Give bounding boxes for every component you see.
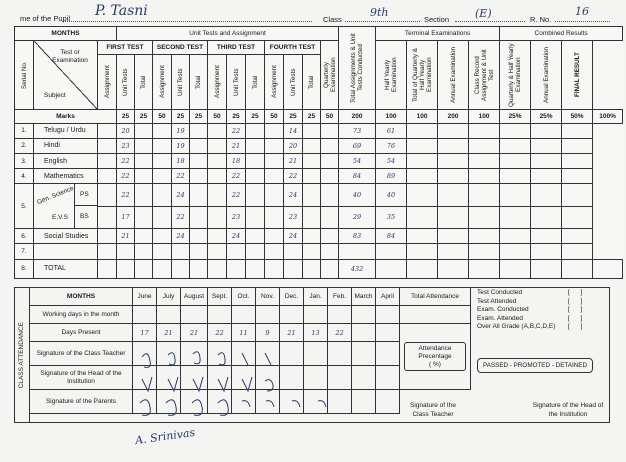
unit-tests-group-header: Unit Tests and Assignment: [117, 27, 339, 41]
ps-label: PS: [80, 191, 89, 199]
table-row: [15, 244, 623, 259]
unit-test-mark: 20: [284, 138, 303, 153]
subject-name: Mathematics: [34, 169, 98, 184]
present-value: 21: [181, 324, 208, 342]
qh-combined-header: Quarterly & Half Yearly Examination: [500, 41, 531, 110]
exam-attended-label: Exam. Attended: [477, 314, 523, 322]
unit-test-mark: 24: [172, 184, 190, 206]
annual-header: Annual Examination: [438, 41, 469, 110]
unit-test-mark: 24: [227, 229, 246, 244]
row-number: 4.: [15, 169, 34, 184]
test-subject-header: [34, 41, 98, 110]
present-value: 22: [208, 324, 232, 342]
unit-test-mark: 24: [284, 184, 303, 206]
subject-name: TOTAL: [34, 259, 98, 278]
max-mark: 25%: [531, 110, 562, 123]
row-number: 7.: [15, 244, 34, 259]
name-line: [62, 21, 312, 22]
month-nov: Nov.: [256, 288, 280, 306]
marks-label: Marks: [15, 110, 117, 123]
unit-test-mark: 22: [117, 153, 135, 168]
present-value: 21: [157, 324, 181, 342]
unit-tests-col: Unit Tests: [284, 55, 303, 110]
unit-test-mark: 18: [172, 153, 190, 168]
roll-label: R. No.: [530, 15, 552, 24]
unit-test-mark: 22: [172, 206, 190, 228]
unit-test-mark: 22: [227, 184, 246, 206]
terminal-group-header: Terminal Examinations: [376, 27, 500, 41]
unit-test-mark: 24: [172, 229, 190, 244]
unit-tests-col: Unit Tests: [227, 55, 246, 110]
quarterly-mark: 29: [339, 206, 376, 228]
present-value: 17: [133, 324, 157, 342]
row-number: 1.: [15, 123, 34, 138]
table-row: [15, 259, 623, 278]
month-dec: Dec.: [280, 288, 304, 306]
total-attendance-header: Total Attendance: [400, 288, 471, 306]
quarterly-mark: 69: [339, 138, 376, 153]
roll-value: 16: [575, 5, 589, 18]
subject-name: [34, 244, 98, 259]
month-july: July: [157, 288, 181, 306]
att-months-header: MONTHS: [30, 288, 133, 306]
max-mark: 50%: [562, 110, 593, 123]
unit-test-mark: 18: [227, 153, 246, 168]
quarterly-header: Quarterly Examination: [321, 41, 339, 110]
max-mark: 25: [246, 110, 265, 123]
attendance-percentage-box: [404, 342, 466, 371]
parent-signatures: [140, 400, 326, 416]
unit-test-mark: 21: [284, 153, 303, 168]
unit-test-mark: 21: [117, 229, 135, 244]
present-value: 21: [280, 324, 304, 342]
max-mark: 50: [208, 110, 227, 123]
quarterly-total: 432: [339, 259, 376, 278]
max-mark: 25: [284, 110, 303, 123]
present-value: 11: [232, 324, 256, 342]
month-april: April: [376, 288, 400, 306]
bs-label: BS: [80, 213, 89, 221]
max-mark: 200: [339, 110, 376, 123]
section-label: Section: [424, 15, 450, 24]
half-yearly-mark: 89: [376, 169, 407, 184]
months-header: MONTHS: [15, 27, 117, 41]
summary-brackets: [ ] [ ] [ ] [ ] [ ]: [568, 289, 583, 330]
unit-test-mark: 23: [117, 138, 135, 153]
days-present-row: [30, 324, 471, 342]
class-teacher-signature-label: Signature of the Class Teacher: [410, 402, 456, 418]
unit-test-mark: 22: [172, 169, 190, 184]
table-row: [15, 229, 623, 244]
parents-signature-label: Signature of the Parents: [30, 390, 133, 414]
max-mark: 25: [172, 110, 190, 123]
assignment-col: Assignment: [208, 55, 227, 110]
annual-combined-header: Annual Examination: [531, 41, 562, 110]
max-mark: 25: [303, 110, 321, 123]
subject-name: Hindi: [34, 138, 98, 153]
final-result-header: FINAL RESULT: [562, 41, 593, 110]
max-mark: 25: [117, 110, 135, 123]
month-jan: Jan.: [304, 288, 328, 306]
assignment-col: Assignment: [265, 55, 284, 110]
subject-name: Social Studies: [34, 229, 98, 244]
class-label: Class: [323, 15, 342, 24]
half-yearly-mark: 61: [376, 123, 407, 138]
unit-tests-col: Unit Tests: [172, 55, 190, 110]
working-days-row: [30, 306, 471, 324]
max-mark: 200: [438, 110, 469, 123]
half-yearly-mark: 76: [376, 138, 407, 153]
pupil-name-value: P. Tasni: [95, 3, 148, 19]
month-sept: Sept.: [208, 288, 232, 306]
row-number: 6.: [15, 229, 34, 244]
head-signatures: [142, 377, 273, 391]
present-value: 9: [256, 324, 280, 342]
fourth-test-header: FOURTH TEST: [265, 41, 321, 55]
teacher-signatures: [142, 352, 271, 368]
month-june: June: [133, 288, 157, 306]
subject-label: Subject: [44, 92, 66, 100]
month-august: August: [181, 288, 208, 306]
head-signature-label-bottom: Signature of the Head of the Institution: [532, 402, 604, 418]
unit-test-mark: 19: [172, 123, 190, 138]
total-col: Total: [303, 55, 321, 110]
class-value: 9th: [370, 6, 389, 19]
second-test-header: SECOND TEST: [153, 41, 208, 55]
first-test-header: FIRST TEST: [98, 41, 153, 55]
unit-test-mark: 22: [117, 169, 135, 184]
total-col: Total: [190, 55, 208, 110]
present-value: [376, 324, 400, 342]
present-value: 13: [304, 324, 328, 342]
marks-table: [14, 26, 623, 279]
section-line: [455, 21, 525, 22]
month-march: March: [352, 288, 376, 306]
table-row: [15, 169, 623, 184]
roll-line: [555, 21, 610, 22]
attendance-percentage-cell: [400, 324, 471, 390]
half-yearly-mark: 54: [376, 153, 407, 168]
teacher-signature-label: Signature of the Class Teacher: [30, 342, 133, 366]
quarterly-mark: 54: [339, 153, 376, 168]
parent-name-handwritten: A. Srinivas: [134, 425, 196, 448]
present-value: 22: [328, 324, 352, 342]
unit-test-mark: 20: [117, 123, 135, 138]
signature-scribbles: [130, 345, 370, 425]
evs-label: E.V.S: [52, 214, 69, 222]
unit-test-mark: 23: [284, 206, 303, 228]
overall-grade-label: Over All Grade (A,B,C,D,E): [477, 323, 556, 330]
table-row: [15, 138, 623, 153]
half-yearly-mark: 40: [376, 184, 407, 206]
pupil-name-label: me of the Pupil: [20, 14, 71, 23]
combined-group-header: Combined Results: [500, 27, 623, 41]
unit-test-mark: 19: [172, 138, 190, 153]
attendance-percentage-value: ( %): [429, 361, 441, 368]
row-number: 5.: [15, 184, 34, 229]
test-conducted-label: Test Conducted: [477, 289, 523, 296]
max-mark: 50: [321, 110, 339, 123]
subject-name: Telugu / Urdu: [34, 123, 98, 138]
assignment-col: Assignment: [153, 55, 172, 110]
max-mark: 50: [265, 110, 284, 123]
total-assign-header: Total Assignments & Unit Tests Conducted: [339, 27, 376, 110]
table-row: [15, 184, 623, 206]
class-record-header: Class Record Assignment & Unit Test: [469, 41, 500, 110]
total-col: Total: [135, 55, 153, 110]
days-present-label: Days Present: [30, 324, 133, 342]
month-oct: Oct.: [232, 288, 256, 306]
quarterly-mark: 84: [339, 169, 376, 184]
gen-science-cell: [34, 184, 98, 229]
max-mark: 25%: [500, 110, 531, 123]
test-attended-label: Test Attended: [477, 297, 517, 305]
exam-conducted-label: Exam. Conducted: [477, 306, 529, 313]
max-mark: 25: [135, 110, 153, 123]
unit-tests-col: Unit Tests: [117, 55, 135, 110]
result-status-badge: PASSED - PROMOTED - DETAINED: [477, 358, 593, 373]
max-mark: 100%: [593, 110, 623, 123]
working-days-label: Working days in the month: [30, 306, 133, 324]
unit-test-mark: 14: [284, 123, 303, 138]
attendance-percentage-label: Attendance Precentage: [418, 345, 452, 360]
attendance-side-label: CLASS ATTENDANCE: [14, 287, 30, 423]
row-number: 3.: [15, 153, 34, 168]
max-mark: 100: [469, 110, 500, 123]
half-yearly-header: Half Yearly Examination: [376, 41, 407, 110]
unit-test-mark: 22: [227, 169, 246, 184]
class-line: [345, 21, 420, 22]
present-value: [352, 324, 376, 342]
unit-test-mark: 21: [227, 138, 246, 153]
quarterly-mark: 40: [339, 184, 376, 206]
serial-header: Serial No.: [15, 41, 34, 110]
unit-test-mark: 24: [284, 229, 303, 244]
row-number: 8.: [15, 259, 34, 278]
unit-test-mark: 22: [117, 184, 135, 206]
max-mark: 100: [407, 110, 438, 123]
head-signature-label: Signature of the Head of the Institution: [30, 366, 133, 390]
test-or-exam-label: Test or Examination: [52, 49, 88, 65]
max-mark: 25: [227, 110, 246, 123]
quarterly-mark: 83: [339, 229, 376, 244]
unit-test-mark: 22: [284, 169, 303, 184]
section-value: (E): [475, 7, 492, 20]
month-feb: Feb.: [328, 288, 352, 306]
max-marks-row: [15, 110, 623, 123]
gen-science-label: Gen. Science: [36, 185, 75, 207]
quarterly-mark: 73: [339, 123, 376, 138]
third-test-header: THIRD TEST: [208, 41, 265, 55]
summary-list: [477, 289, 555, 332]
unit-test-mark: 17: [117, 206, 135, 228]
max-mark: 100: [376, 110, 407, 123]
half-yearly-mark: 35: [376, 206, 407, 228]
half-yearly-mark: 84: [376, 229, 407, 244]
unit-test-mark: 23: [227, 206, 246, 228]
max-mark: 50: [153, 110, 172, 123]
subject-name: English: [34, 153, 98, 168]
table-row: [15, 123, 623, 138]
table-row: [15, 206, 623, 228]
unit-test-mark: 22: [227, 123, 246, 138]
total-qh-header: Total of Quarterly & Half Yearly Examination: [407, 41, 438, 110]
table-row: [15, 153, 623, 168]
total-col: Total: [246, 55, 265, 110]
max-mark: 25: [190, 110, 208, 123]
assignment-col: Assignment: [98, 55, 117, 110]
row-number: 2.: [15, 138, 34, 153]
